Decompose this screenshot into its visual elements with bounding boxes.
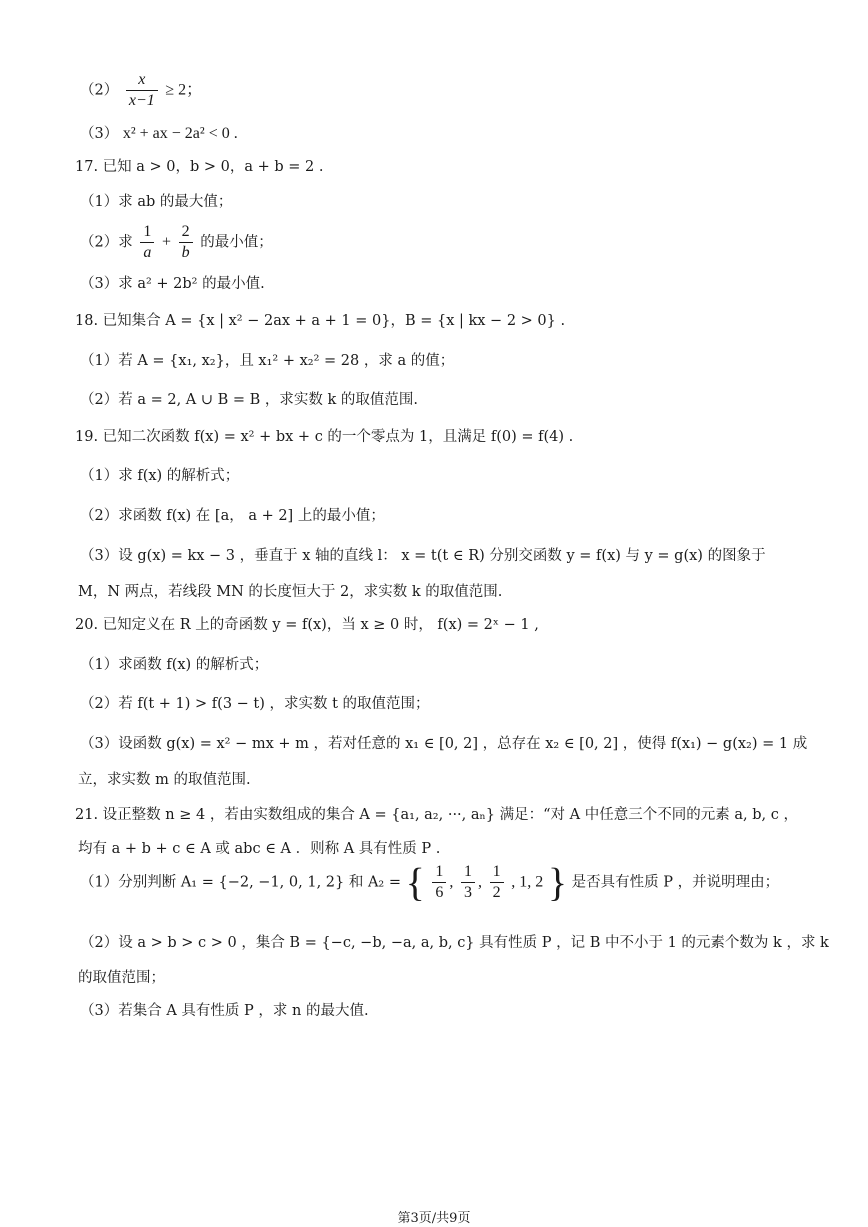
q16-part2-relation: ≥ 2； (165, 81, 203, 99)
q21-stem-line1: 21. 设正整数 n ≥ 4 ，若由实数组成的集合 A = {a₁, a₂, ···, aₙ} 满足：“对 A 中任意三个不同的元素 a, b, c ， (75, 807, 798, 823)
q21-part1-post: 是否具有性质 P ，并说明理由； (571, 874, 780, 891)
q16-part3-expression: x² + ax − 2a² < 0 . (122, 125, 238, 142)
q20-part3-line1: （3）设函数 g(x) = x² − mx + m ，若对任意的 x₁ ∈ [0, 2] ，总存在 x₂ ∈ [0, 2] ，使得 f(x₁) − g(x₂) = 1 成 (80, 736, 808, 752)
q17-part2-plus: + (161, 233, 171, 251)
q18-stem: 18. 已知集合 A = {x | x² − 2ax + a + 1 = 0}，B = {x | kx − 2 > 0} . (75, 313, 566, 329)
q21-part2-line2: 的取值范围； (78, 970, 165, 986)
q20-part1: （1）求函数 f(x) 的解析式； (80, 657, 269, 673)
q20-stem: 20. 已知定义在 R 上的奇函数 y = f(x)，当 x ≥ 0 时， f(x) = 2ˣ − 1 , (75, 617, 539, 633)
q16-part3 (80, 122, 238, 143)
q17-frac2-den: b (181, 244, 190, 261)
q21-part1-right-brace: } (547, 859, 568, 905)
q16-part2 (80, 70, 202, 111)
q17-part2-label: （2）求 (80, 234, 133, 251)
q16-part2-label: （2） (80, 82, 119, 99)
q17-part2-fraction-2 (179, 222, 193, 263)
q17-part3: （3）求 a² + 2b² 的最小值. (80, 276, 265, 292)
q21-part1-pre: （1）分别判断 A₁ = {−2, −1, 0, 1, 2} 和 A₂ = (80, 874, 401, 891)
q17-part2 (80, 222, 273, 263)
q20-part3-line2: 立，求实数 m 的取值范围. (78, 772, 251, 788)
q18-part2: （2）若 a = 2, A ∪ B = B ，求实数 k 的取值范围. (80, 392, 419, 408)
q19-stem: 19. 已知二次函数 f(x) = x² + bx + c 的一个零点为 1，且满足 f(0) = f(4) . (75, 429, 574, 445)
q21-set-tail: , 1, 2 (511, 873, 544, 891)
q21-part3: （3）若集合 A 具有性质 P ，求 n 的最大值. (80, 1003, 369, 1019)
q20-part2: （2）若 f(t + 1) > f(3 − t) ，求实数 t 的取值范围； (80, 696, 430, 712)
q21-set-frac-1 (432, 862, 446, 903)
q21-frac3-num: 1 (490, 862, 504, 883)
q17-frac1-num: 1 (140, 222, 154, 243)
q21-frac3-den: 2 (492, 884, 501, 901)
q17-part2-tail: 的最小值； (200, 234, 273, 251)
q17-frac2-num: 2 (179, 222, 193, 243)
q21-stem-line2: 均有 a + b + c ∈ A 或 abc ∈ A ．则称 A 具有性质 P . (78, 841, 441, 857)
q21-set-comma-1: , (449, 873, 454, 891)
q16-part3-label: （3） (80, 126, 119, 142)
q17-stem: 17. 已知 a > 0，b > 0，a + b = 2 . (75, 159, 324, 175)
q17-part1: （1）求 ab 的最大值； (80, 194, 233, 210)
q16-part2-numerator: x (126, 70, 158, 91)
q21-set-frac-3 (490, 862, 504, 903)
q16-part2-fraction (126, 70, 158, 111)
q17-part2-fraction-1 (140, 222, 154, 263)
q21-part1 (80, 859, 780, 905)
q21-part1-left-brace: { (405, 859, 425, 905)
q19-part2: （2）求函数 f(x) 在 [a， a + 2] 上的最小值； (80, 508, 385, 524)
q21-frac2-num: 1 (461, 862, 475, 883)
q21-set-frac-2 (461, 862, 475, 903)
q19-part1: （1）求 f(x) 的解析式； (80, 468, 240, 484)
q21-frac1-den: 6 (435, 884, 444, 901)
q21-part2-line1: （2）设 a > b > c > 0 ，集合 B = {−c, −b, −a, a, b, c} 具有性质 P ，记 B 中不小于 1 的元素个数为 k ，求 k (80, 935, 829, 951)
q17-frac1-den: a (143, 244, 152, 261)
q16-part2-denominator: x−1 (128, 92, 155, 109)
q19-part3-line1: （3）设 g(x) = kx − 3 ，垂直于 x 轴的直线 l： x = t(t ∈ R) 分别交函数 y = f(x) 与 y = g(x) 的图象于 (80, 548, 766, 564)
q19-part3-line2: M，N 两点，若线段 MN 的长度恒大于 2，求实数 k 的取值范围. (78, 584, 503, 600)
q21-set-comma-2: , (478, 873, 483, 891)
q21-frac2-den: 3 (464, 884, 473, 901)
page-footer: 第3页/共9页 (397, 1211, 471, 1226)
q18-part1: （1）若 A = {x₁, x₂}，且 x₁² + x₂² = 28 ，求 a 的值； (80, 353, 455, 369)
q21-frac1-num: 1 (432, 862, 446, 883)
